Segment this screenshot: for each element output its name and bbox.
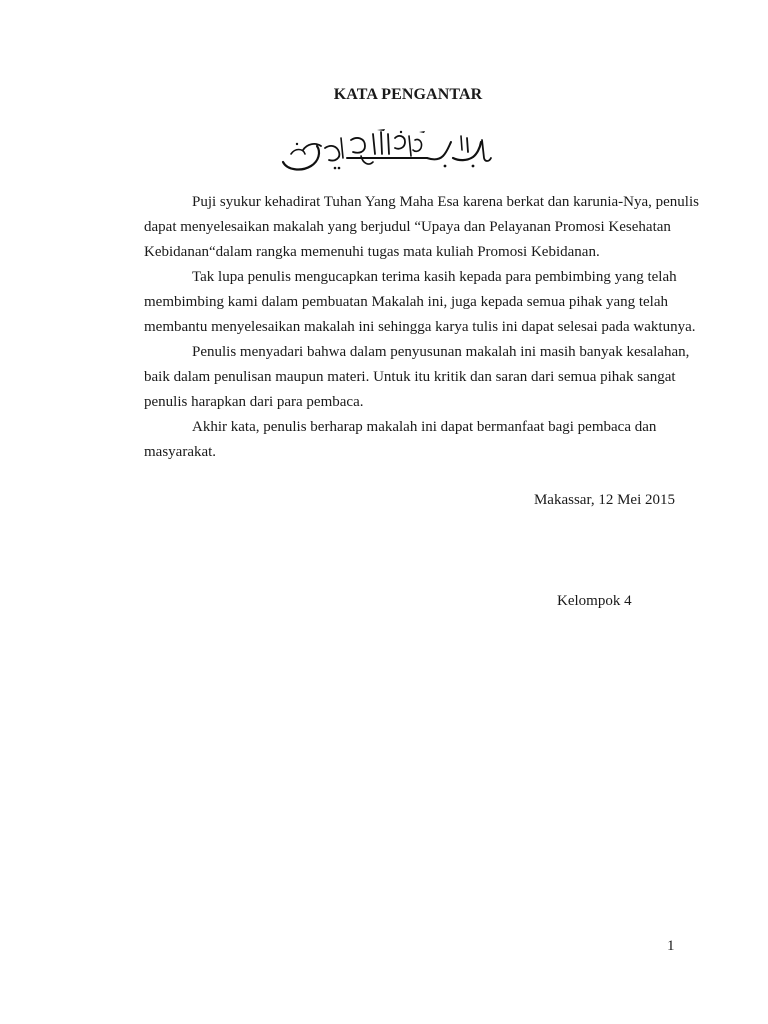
preface-body [96,190,699,465]
page-title: KATA PENGANTAR [333,86,483,103]
paragraph [96,415,688,465]
text-line: Akhir kata, penulis berharap makalah ini dapat bermanfaat bagi pembaca dan [192,419,657,435]
text-line: Penulis menyadari bahwa dalam penyusunan makalah ini masih banyak kesalahan, [192,344,690,360]
text-line: Tak lupa penulis mengucapkan terima kasih kepada para pembimbing yang telah [192,269,677,285]
paragraph [96,340,688,415]
text-line: membimbing kami dalam pembuatan Makalah ini, juga kepada semua pihak yang telah [144,294,669,310]
basmalah-calligraphy [277,128,495,176]
place-and-date: Makassar, 12 Mei 2015 [533,492,675,508]
paragraph [96,265,696,340]
text-line: Puji syukur kehadirat Tuhan Yang Maha Esa karena berkat dan karunia-Nya, penulis [192,194,699,210]
text-line: baik dalam penulisan maupun materi. Untuk itu kritik dan saran dari semua pihak sangat [144,369,676,385]
text-line: penulis harapkan dari para pembaca. [144,394,364,410]
text-line: membantu menyelesaikan makalah ini sehingga karya tulis ini dapat selesai pada waktunya. [144,319,696,335]
paragraph [96,190,699,265]
text-line: dapat menyelesaikan makalah yang berjudul “Upaya dan Pelayanan Promosi Kesehatan [144,219,671,235]
text-line: Kebidanan“dalam rangka memenuhi tugas mata kuliah Promosi Kebidanan. [144,244,600,260]
page-number: 1 [667,938,675,954]
text-line: masyarakat. [144,444,217,460]
signature-group: Kelompok 4 [557,593,632,609]
